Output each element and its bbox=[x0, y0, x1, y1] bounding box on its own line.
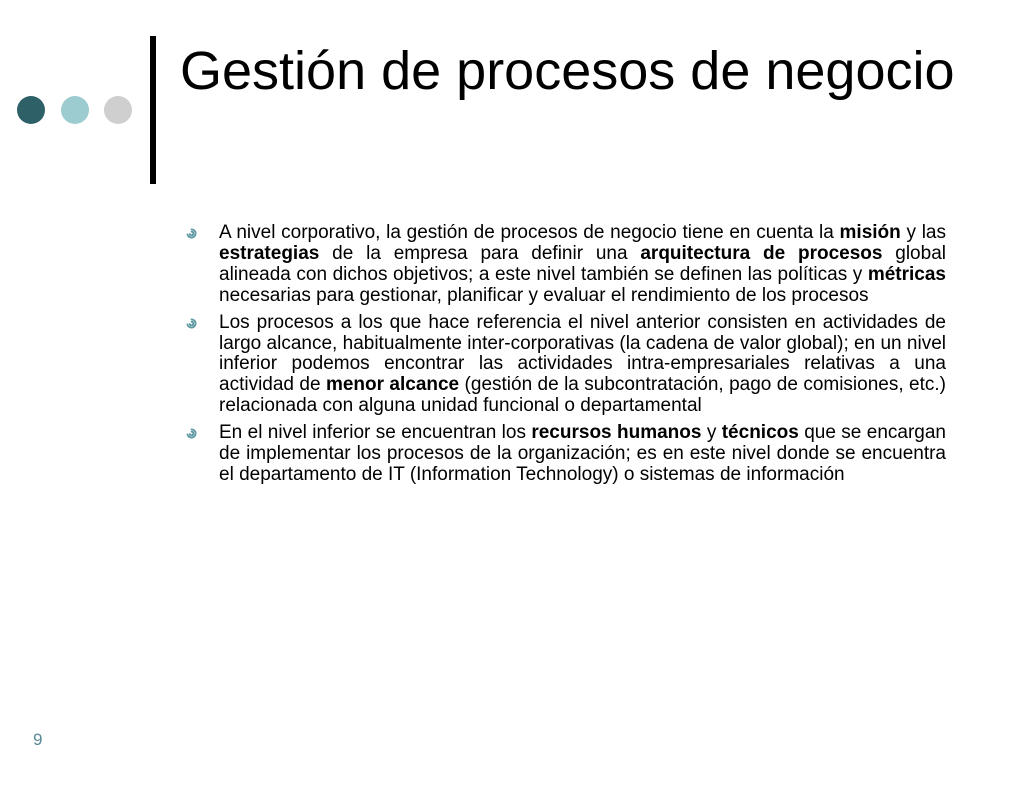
bullet-text: A nivel corporativo, la gestión de procesos de negocio tiene en cuenta la bbox=[219, 222, 840, 243]
bullet-list bbox=[186, 223, 946, 492]
bullet-text: de la empresa para definir una bbox=[319, 242, 641, 264]
bullet-text: que se encargan de implementar los procesos de la organización; es en este nivel donde se encuentra el departamento de IT (Information Technology) o sistemas de información bbox=[219, 422, 946, 485]
bullet-text: necesarias para gestionar, planificar y evaluar el rendimiento de los procesos bbox=[219, 284, 869, 306]
bullet-bold-text: estrategias bbox=[219, 242, 320, 264]
bullet-text: Los procesos a los que hace referencia el nivel anterior consisten en actividades de largo alcance, habitualmente inter-corporativas (la cadena de valor global); en un nivel inferior podemos encontrar las actividades intra-empresariales relativas a una actividad de bbox=[219, 311, 946, 396]
bullet-text: global alineada con dichos objetivos; a este nivel también se definen las políticas y bbox=[219, 242, 946, 285]
bullet-swirl-icon bbox=[186, 228, 197, 239]
page-number: 9 bbox=[33, 730, 43, 749]
bullet-bold-text: arquitectura de procesos bbox=[640, 242, 883, 264]
bullet-text: y bbox=[701, 422, 722, 444]
decorative-dot-gray bbox=[104, 96, 132, 124]
bullet-bold-text: métricas bbox=[867, 263, 946, 285]
title-divider-line bbox=[150, 36, 156, 184]
bullet-item bbox=[186, 223, 946, 307]
bullet-bold-text: menor alcance bbox=[325, 374, 460, 396]
bullet-swirl-icon bbox=[186, 428, 197, 439]
bullet-text: y las bbox=[900, 222, 946, 243]
bullet-bold-text: recursos humanos bbox=[531, 422, 702, 444]
bullet-swirl-icon bbox=[186, 318, 197, 329]
decorative-dot-light-teal bbox=[61, 96, 89, 124]
bullet-bold-text: misión bbox=[839, 222, 901, 243]
slide-title: Gestión de procesos de negocio bbox=[180, 41, 955, 101]
bullet-item bbox=[186, 313, 946, 418]
bullet-text: En el nivel inferior se encuentran los bbox=[219, 422, 532, 444]
bullet-bold-text: técnicos bbox=[721, 422, 799, 444]
decorative-dot-dark bbox=[17, 96, 45, 124]
bullet-item bbox=[186, 423, 946, 486]
bullet-text: (gestión de la subcontratación, pago de comisiones, etc.) relacionada con alguna unidad funcional o departamental bbox=[219, 374, 946, 417]
